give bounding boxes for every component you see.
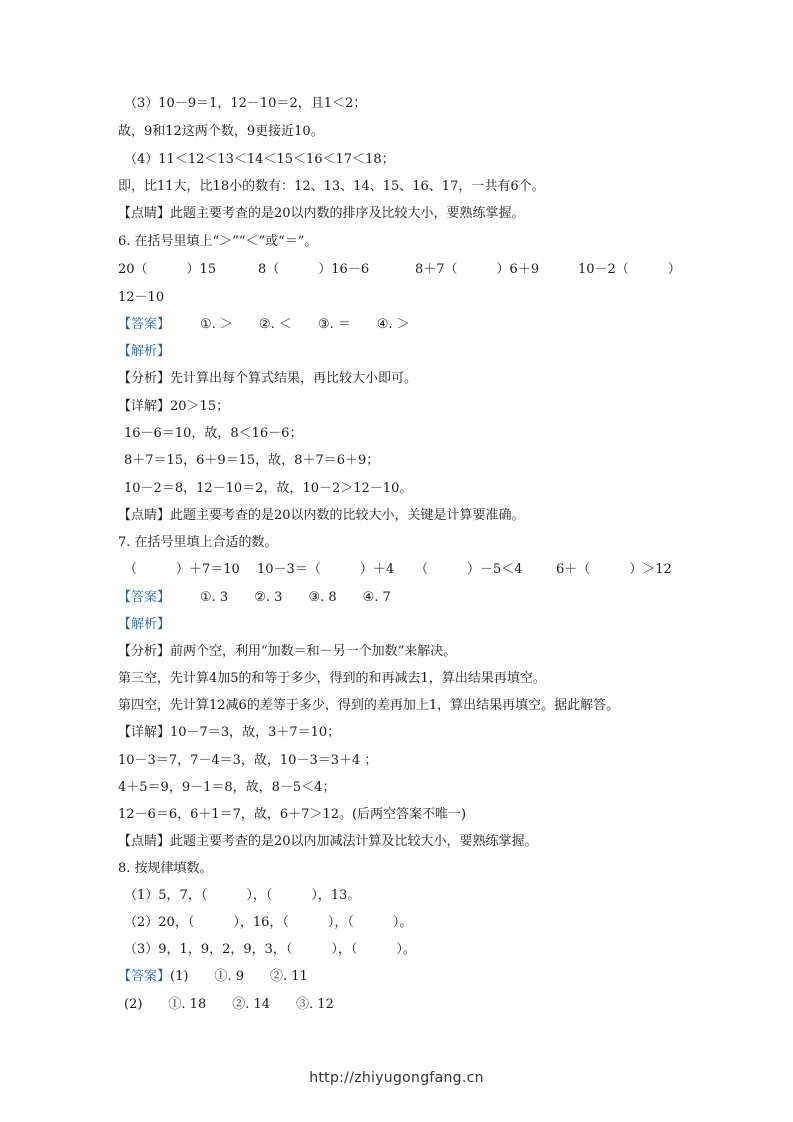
detail-line: 【详解】20＞15； [118, 399, 230, 414]
solution-part3-line: （3）10－9＝1，12－10＝2，且1＜2； [124, 96, 367, 111]
detail-line: 4＋5＝9，9－1＝8，故，8－5＜4； [118, 780, 336, 795]
analysis-line: 【分析】先计算出每个算式结果，再比较大小即可。 [118, 371, 418, 386]
analysis-tag: 【解析】 [118, 617, 171, 632]
detail-line: 10－3＝7，7－4＝3，故，10－3＝3＋4 ； [118, 753, 378, 768]
answer-text: ①. ＞ ②. ＜ ③. ＝ ④. ＞ [200, 317, 410, 332]
detail-line: 8＋7＝15，6＋9＝15，故，8＋7＝6＋9； [124, 453, 380, 468]
question-7-item-1: （ ）＋7＝10 [124, 562, 240, 577]
question-6-item-4: 10－2（ ） [578, 262, 681, 277]
answer-text: ①. 3 ②. 3 ③. 8 ④. 7 [200, 590, 391, 605]
question-8-title: 8. 按规律填数。 [118, 861, 213, 876]
answer-tag: 【答案】 [118, 590, 171, 605]
analysis-line: 第四空，先计算12减6的差等于多少，得到的差再加上1，算出结果再填空。据此解答。 [118, 698, 620, 713]
answer-tag: 【答案】 [118, 317, 171, 332]
detail-line: 10－2＝8，12－10＝2，故，10－2＞12－10。 [124, 481, 413, 496]
comment-line: 【点睛】此题主要考查的是20以内数的排序及比较大小，要熟练掌握。 [118, 206, 525, 221]
question-7-item-3: （ ）－5＜4 [415, 562, 523, 577]
analysis-tag: 【解析】 [118, 344, 171, 359]
question-8-item-1: （1）5，7，（ ），（ ），13。 [124, 888, 361, 903]
question-8-item-3: （3）9，1，9，2，9，3，（ ），（ ）。 [124, 942, 416, 957]
question-7-item-4: 6＋（ ）＞12 [556, 562, 672, 577]
question-6-item-1: 20（ ）15 [118, 262, 217, 277]
question-6-item-3: 8＋7（ ）6＋9 [415, 262, 540, 277]
footer-url: http://zhiyugongfang.cn [309, 1070, 484, 1086]
question-6-item-2: 8（ ）16－6 [258, 262, 370, 277]
detail-line: 12－6＝6，6＋1＝7，故，6＋7＞12。(后两空答案不唯一) [118, 807, 467, 822]
comment-line: 【点睛】此题主要考查的是20以内数的比较大小，关键是计算要准确。 [118, 508, 525, 523]
question-7-title: 7. 在括号里填上合适的数。 [118, 535, 278, 550]
solution-part4-line: （4）11＜12＜13＜14＜15＜16＜17＜18； [124, 152, 395, 167]
question-7-item-2: 10－3＝（ ）＋4 [257, 562, 395, 577]
question-8-item-2: （2）20，（ ），16，（ ），（ ）。 [124, 915, 413, 930]
solution-part3-conclusion: 故，9和12这两个数，9更接近10。 [118, 124, 324, 139]
question-6-answer [118, 316, 410, 334]
detail-line: 16－6＝10，故，8＜16－6； [124, 426, 303, 441]
analysis-line: 【分析】前两个空，利用“加数＝和－另一个加数”来解决。 [118, 644, 457, 659]
question-6-title: 6. 在括号里填上“＞”“＜”或“＝”。 [118, 234, 318, 249]
question-7-answer [118, 589, 391, 607]
comment-line: 【点睛】此题主要考查的是20以内加减法计算及比较大小，要熟练掌握。 [118, 834, 538, 849]
question-8-answer-2: (2) ①. 18 ②. 14 ③. 12 [124, 997, 334, 1012]
answer-tag: 【答案】 [118, 969, 171, 984]
question-6-item-4-cont: 12－10 [118, 290, 165, 305]
analysis-line: 第三空，先计算4加5的和等于多少，得到的和再减去1，算出结果再填空。 [118, 671, 546, 686]
solution-part4-conclusion: 即，比11大，比18小的数有：12、13、14、15、16、17，一共有6个。 [118, 179, 545, 194]
detail-line: 【详解】10－7＝3，故，3＋7＝10； [118, 725, 341, 740]
question-8-answer [118, 968, 308, 986]
answer-text: (1) ①. 9 ②. 11 [170, 969, 308, 984]
